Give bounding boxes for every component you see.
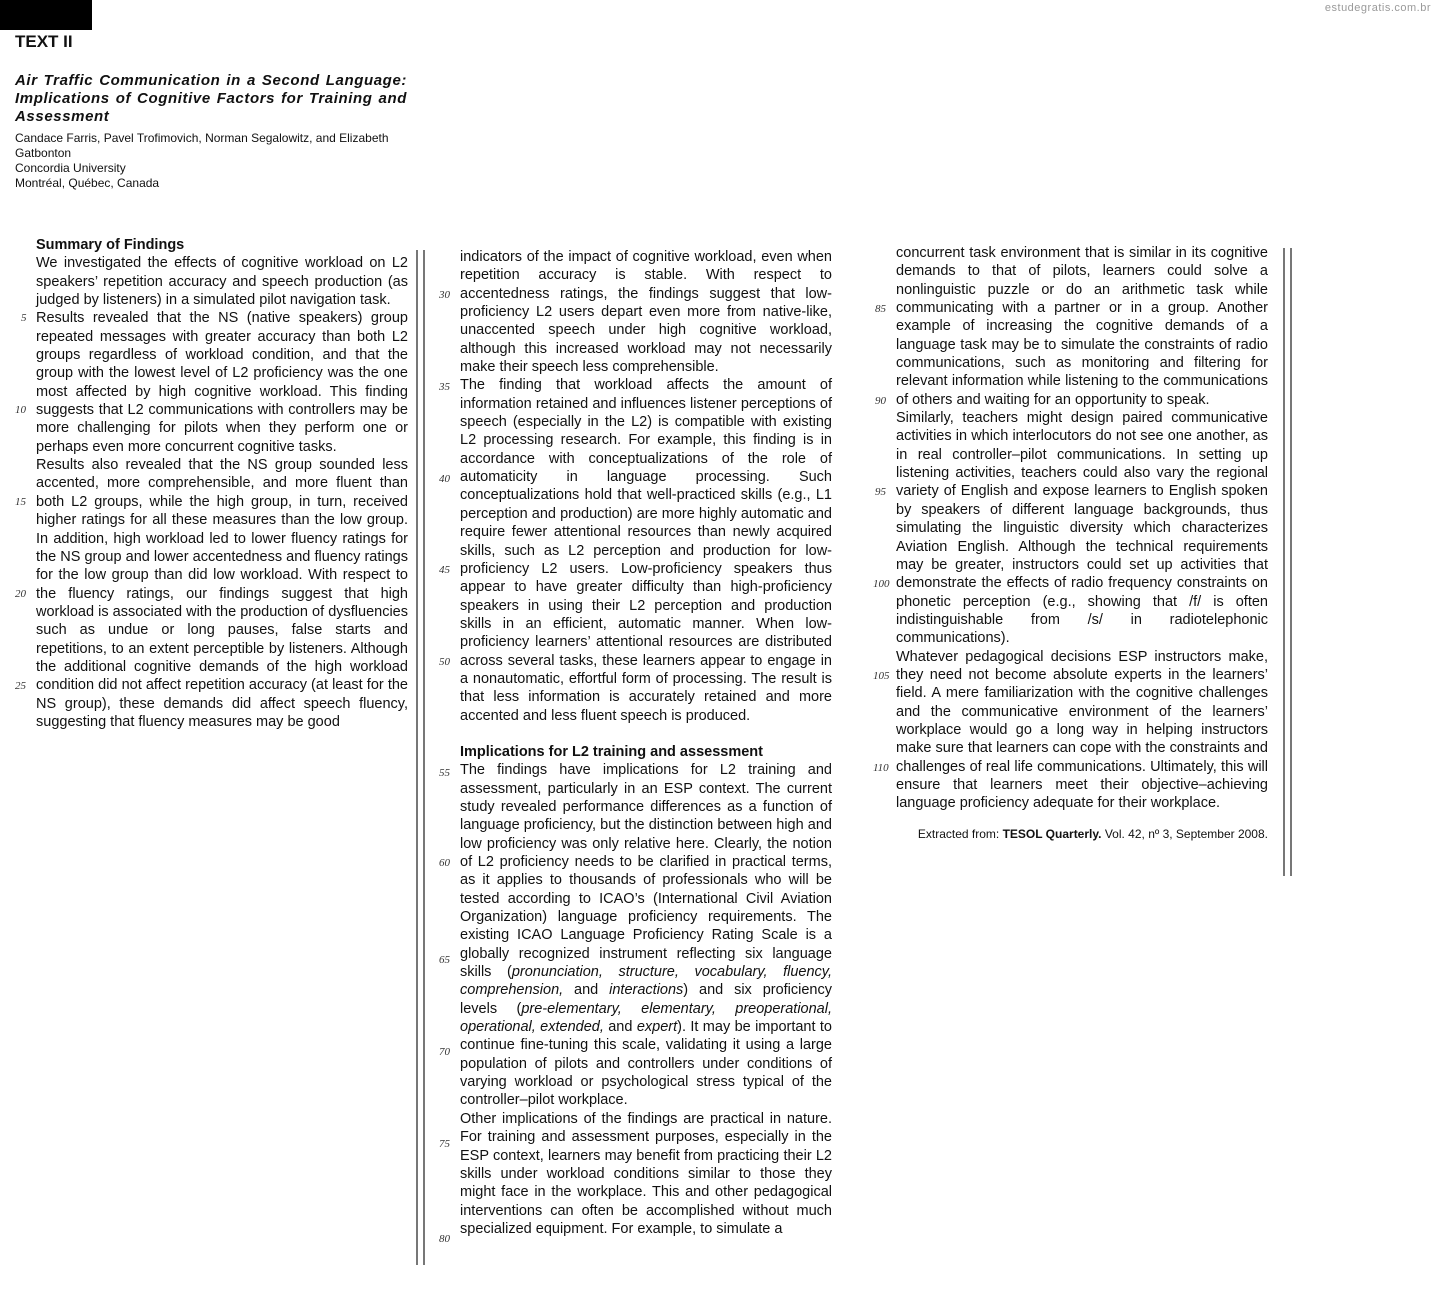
redaction-block (0, 0, 92, 30)
paragraph: Results revealed that the NS (native speakers) group repeated messages with greater accuracy than both L2 groups regardless of workload condition, and that the group with the lowest level of L2 proficiency was the one most affected by high cognitive workload. This finding suggests that L2 communications with controllers may be more challenging for pilots when they perform one or perhaps even more concurrent cognitive tasks. (36, 310, 408, 455)
line-number: 90 (875, 395, 886, 407)
line-number: 15 (15, 496, 26, 508)
line-number: 30 (439, 289, 450, 301)
line-number: 95 (875, 486, 886, 498)
implications-heading: Implications for L2 training and assessment (460, 743, 763, 760)
paragraph: The finding that workload affects the amount of information retained and influences listener perceptions of speech (especially in the L2) is compatible with existing L2 processing research. For example, this finding is in accordance with conceptualizations of the role of automaticity in language processing. Such conceptualizations hold that well-practiced skills (e.g., L1 perception and production) are more highly automatic and require fewer attentional resources than newly acquired skills, such as L2 perception and production for low-proficiency L2 users. Low-proficiency speakers thus appear to have greater difficulty than high-proficiency speakers in using their L2 perception and production skills in an efficient, automatic manner. When low-proficiency learners’ attentional resources are distributed across several tasks, these learners appear to engage in a nonautomatic, effortful form of processing. The result is that less information is accurately retained and more accented and less fluent speech is produced. (460, 377, 832, 724)
paragraph: concurrent task environment that is similar in its cognitive demands to that of pilots, learners could solve a nonlinguistic puzzle or do an arithmetic task while communicating with a partner or in a group. Another example of increasing the cognitive demands of a language task may be to simulate the constraints of radio communications, such as monitoring and filtering for relevant information while listening to the communications of others and waiting for an opportunity to speak. (896, 245, 1268, 408)
line-number: 60 (439, 857, 450, 869)
paragraph: Other implications of the findings are practical in nature. For training and assessment purposes, especially in the ESP context, learners may benefit from practicing their L2 skills under workload conditions similar to those they might face in the workplace. This and other pedagogical interventions can often be accomplished without much specialized equipment. For example, to simulate a (460, 1110, 832, 1237)
line-number: 25 (15, 680, 26, 692)
article-title: Air Traffic Communication in a Second Language: Implications of Cognitive Factors for Training and Assessment (15, 72, 407, 125)
paragraph: Whatever pedagogical decisions ESP instructors make, they need not become absolute experts in the learners’ field. A mere familiarization with the cognitive challenges and the communicative environment of the learners’ workplace would go a long way in helping instructors make sure that learners can cope with the constraints and challenges of real life communications. Ultimately, this will ensure that learners meet their objective–achieving language proficiency adequate for their workplace. (896, 648, 1268, 812)
authors: Candace Farris, Pavel Trofimovich, Norman Segalowitz, and Elizabeth Gatbonton (15, 131, 389, 160)
text-label: TEXT II (15, 32, 73, 51)
paragraph: indicators of the impact of cognitive workload, even when repetition accuracy is stable. With respect to accentedness ratings, the findings suggest that low-proficiency L2 users depart even more from native-like, unaccented speech under high cognitive workload, although this increased workload may not necessarily make their speech less comprehensible. (460, 249, 832, 376)
paragraph: We investigated the effects of cognitive workload on L2 speakers’ repetition accuracy and speech production (as judged by listeners) in a simulated pilot navigation task. (36, 255, 408, 309)
line-number: 100 (873, 578, 890, 590)
author-block (15, 131, 407, 191)
institution: Concordia University (15, 161, 126, 175)
line-number: 65 (439, 954, 450, 966)
line-number: 80 (439, 1233, 450, 1245)
line-number: 20 (15, 588, 26, 600)
line-number: 10 (15, 404, 26, 416)
column-3 (896, 244, 1268, 843)
column-2 (460, 248, 832, 1238)
line-number: 5 (21, 312, 27, 324)
line-number: 40 (439, 473, 450, 485)
line-number: 45 (439, 564, 450, 576)
column-1 (36, 236, 408, 731)
line-number: 75 (439, 1138, 450, 1150)
column-divider (416, 250, 425, 1265)
line-number: 35 (439, 381, 450, 393)
summary-heading: Summary of Findings (36, 237, 185, 253)
paragraph: Similarly, teachers might design paired communicative activities in which interlocutors do not see one another, as in real controller–pilot communications. In setting up listening activities, teachers could also vary the regional variety of English and expose learners to English spoken by speakers of different language backgrounds, thus simulating the linguistic diversity which characterizes Aviation English. Although the technical requirements may be greater, instructors could set up activities that demonstrate the effects of radio frequency constraints on phonetic perception (e.g., showing that /f/ is often indistinguishable from /s/ in radiotelephonic communications). (896, 410, 1268, 647)
paragraph: The findings have implications for L2 training and assessment, particularly in an ESP context. The current study revealed performance differences as a function of language proficiency, but the distinction between high and low proficiency was only relative here. Clearly, the notion of L2 proficiency needs to be clarified in practical terms, as it applies to thousands of professionals who will be tested according to ICAO’s (International Civil Aviation Organization) language proficiency requirements. The existing ICAO Language Proficiency Rating Scale is a globally recognized instrument reflecting six language skills (pronunciation, structure, vocabulary, fluency, comprehension, and interactions) and six proficiency levels (pre-elementary, elementary, preoperational, operational, extended, and expert). It may be important to continue fine-tuning this scale, validating it using a large population of pilots and controllers under conditions of varying workload or psychological stress typical of the controller–pilot workplace. (460, 762, 833, 1109)
source-citation: Extracted from: TESOL Quarterly. Vol. 42, nº 3, September 2008. (917, 826, 1268, 841)
line-number: 70 (439, 1046, 450, 1058)
watermark: estudegratis.com.br (1324, 2, 1431, 14)
line-number: 85 (875, 303, 886, 315)
column-divider (1283, 248, 1292, 876)
line-number: 110 (873, 762, 889, 774)
location: Montréal, Québec, Canada (15, 176, 160, 190)
paragraph: Results also revealed that the NS group sounded less accented, more comprehensible, and more fluent than both L2 groups, while the high group, in turn, received higher ratings for all these measures than the low group. In addition, high workload led to lower fluency ratings for the NS group and lower accentedness and fluency ratings for the low group than did low workload. With respect to the fluency ratings, our findings suggest that high workload is associated with the production of dysfluencies such as undue or long pauses, false starts and repetitions, to an extent perceptible by listeners. Although the additional cognitive demands of the high workload condition did not affect repetition accuracy (at least for the NS group), these demands did affect speech fluency, suggesting that fluency measures may be good (36, 457, 408, 730)
line-number: 105 (873, 670, 890, 682)
line-number: 50 (439, 656, 450, 668)
line-number: 55 (439, 767, 450, 779)
